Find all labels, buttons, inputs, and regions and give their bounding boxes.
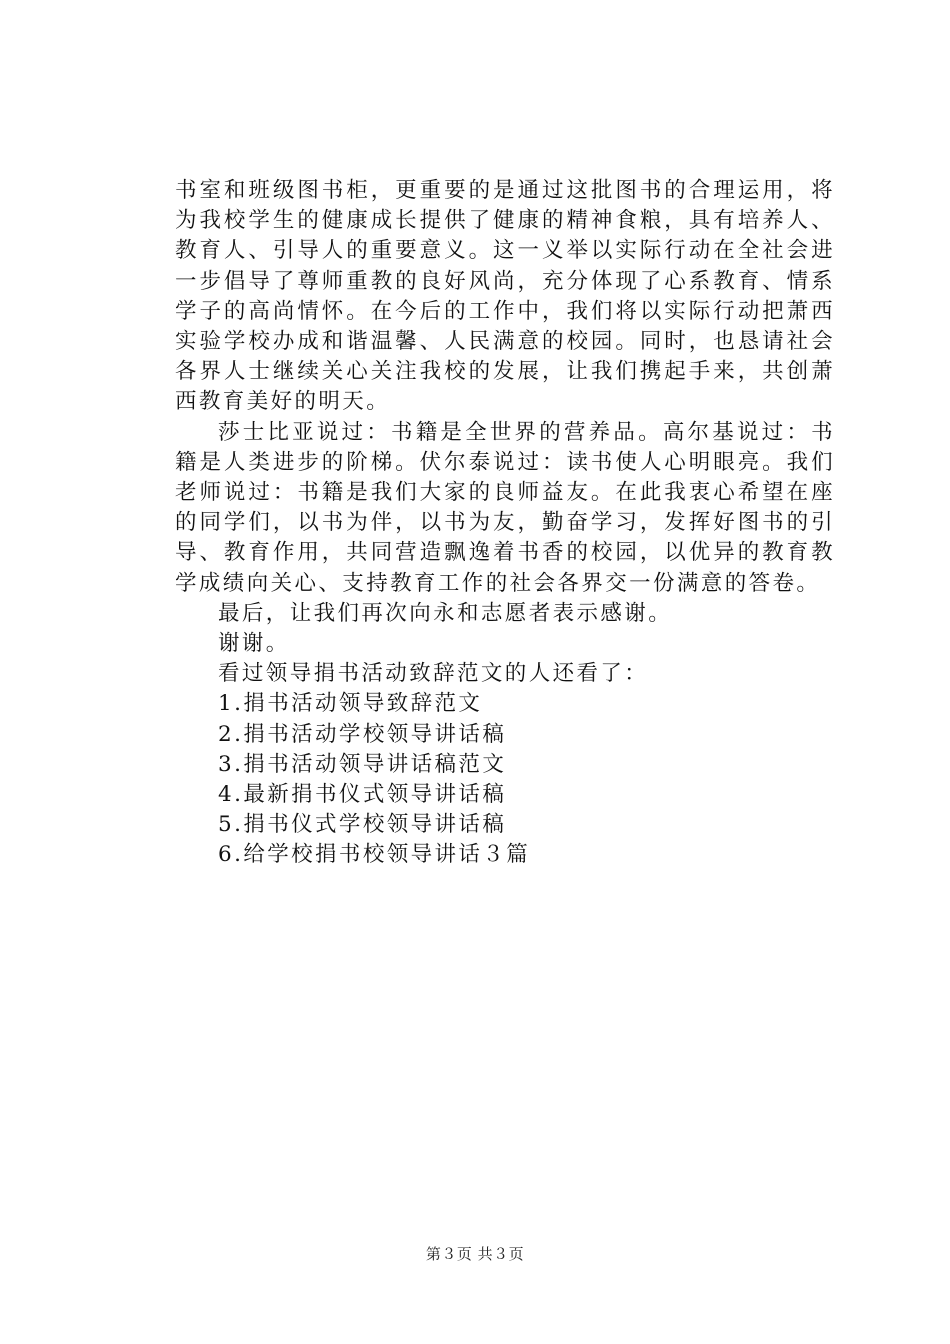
related-link[interactable]: 3.捐书活动领导讲话稿范文 xyxy=(218,751,507,777)
closing-thank-you: 谢谢。 xyxy=(218,631,290,657)
related-link[interactable]: 4.最新捐书仪式领导讲话稿 xyxy=(218,782,507,808)
paragraph-quotes: 莎士比亚说过：书籍是全世界的营养品。高尔基说过：书籍是人类进步的阶梯。伏尔泰说过：读书使人心明眼亮。我们老师说过：书籍是我们大家的良师益友。在此我衷心希望在座的同学们，以书为伴，以书为友，勤奋学习，发挥好图书的引导、教育作用，共同营造飘逸着书香的校园，以优异的教育教学成绩向关心、支持教育工作的社会各界交一份满意的答卷。 xyxy=(175,419,835,596)
related-link[interactable]: 6.给学校捐书校领导讲话３篇 xyxy=(218,842,531,868)
page-footer: 第３页 共３页 xyxy=(425,1245,525,1263)
closing-thanks: 最后，让我们再次向永和志愿者表示感谢。 xyxy=(218,600,673,626)
related-link[interactable]: 2.捐书活动学校领导讲话稿 xyxy=(218,721,507,747)
related-link[interactable]: 5.捐书仪式学校领导讲话稿 xyxy=(218,812,507,838)
document-body xyxy=(175,176,835,871)
paragraph-continued: 书室和班级图书柜，更重要的是通过这批图书的合理运用，将为我校学生的健康成长提供了健康的精神食粮，具有培养人、教育人、引导人的重要意义。这一义举以实际行动在全社会进一步倡导了尊师重教的良好风尚，充分体现了心系教育、情系学子的高尚情怀。在今后的工作中，我们将以实际行动把萧西实验学校办成和谐温馨、人民满意的校园。同时，也恳请社会各界人士继续关心关注我校的发展，让我们携起手来，共创萧西教育美好的明天。 xyxy=(175,178,835,415)
related-heading: 看过领导捐书活动致辞范文的人还看了： xyxy=(218,661,649,687)
related-link[interactable]: 1.捐书活动领导致辞范文 xyxy=(218,691,483,717)
